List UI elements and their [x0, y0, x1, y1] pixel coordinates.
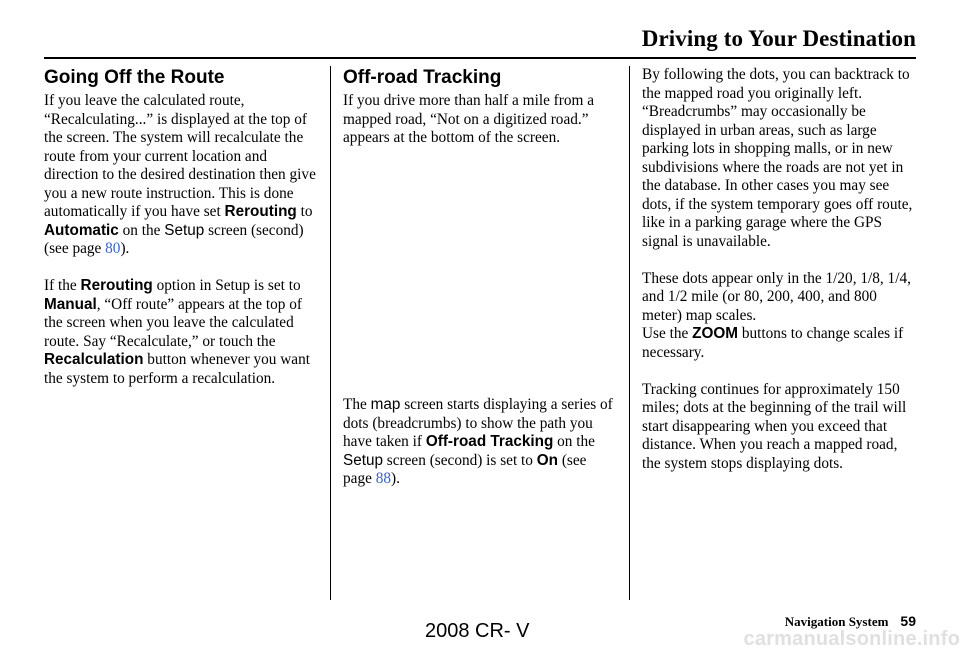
- footer-model: 2008 CR- V: [425, 620, 530, 642]
- paragraph-recalculating: If you leave the calculated route, “Recalculating...” is displayed at the top of the screen. The system will recalculate the route from your current location and direction to the desired destination then give you a new route instruction. This is done automatically if you have set Rerouting to Automatic on the Setup screen (second) (see page 80).: [44, 92, 316, 257]
- term-rerouting: Rerouting: [80, 277, 153, 294]
- column-divider-1: [330, 66, 331, 600]
- term-zoom: ZOOM: [692, 325, 739, 342]
- term-off-road-tracking: Off-road Tracking: [425, 433, 554, 450]
- paragraph-breadcrumbs: The map screen starts displaying a series of dots (breadcrumbs) to show the path you have taken if Off-road Tracking on the Setup screen (second) is set to On (see page 88).: [343, 396, 613, 487]
- section-heading-off-road-tracking: Off-road Tracking: [343, 67, 502, 88]
- term-rerouting: Rerouting: [224, 203, 297, 220]
- paragraph-backtrack: By following the dots, you can backtrack to the mapped road you originally left. “Breadcrumbs” may occasionally be displayed in urban areas, such as large parking lots in shopping malls, or in new subdivisions where the roads are not yet in the database. In other cases you may see dots, if the system temporary goes off route, like in a parking garage where the GPS signal is unavailable.: [642, 66, 913, 250]
- term-map: map: [370, 396, 401, 413]
- page-number: 59: [900, 613, 916, 629]
- watermark: carmanualsonline.info: [743, 628, 960, 650]
- column-off-road-tracking: [343, 66, 619, 507]
- term-automatic: Automatic: [44, 221, 119, 239]
- column-going-off-route: [44, 66, 320, 407]
- term-setup: Setup: [164, 221, 205, 239]
- page-header-title: Driving to Your Destination: [641, 26, 916, 51]
- column-tracking-details: [642, 66, 918, 492]
- term-setup: Setup: [343, 451, 383, 469]
- spacer: [343, 166, 619, 396]
- paragraph-map-scales: These dots appear only in the 1/20, 1/8, 1/4, and 1/2 mile (or 80, 200, 400, and 800 meter) map scales. Use the ZOOM buttons to change scales if necessary.: [642, 269, 911, 361]
- footer-nav-label: Navigation System 59: [784, 613, 916, 629]
- section-heading-going-off-route: Going Off the Route: [44, 67, 225, 88]
- term-recalculation: Recalculation: [44, 351, 144, 368]
- paragraph-manual-rerouting: If the Rerouting option in Setup is set to Manual, “Off route” appears at the top of the screen when you leave the calculated route. Say “Recalculate,” or touch the Recalculation button whenever you want the system to perform a recalculation.: [44, 277, 310, 387]
- header-divider: [44, 57, 916, 59]
- column-divider-2: [629, 66, 630, 600]
- paragraph-tracking-distance: Tracking continues for approximately 150 miles; dots at the beginning of the trail will start disappearing when you exceed that distance. When you reach a mapped road, the system stops displaying dots.: [642, 380, 907, 472]
- page-link-88[interactable]: 88: [375, 470, 391, 487]
- term-manual: Manual: [44, 295, 97, 313]
- paragraph-not-digitized: If you drive more than half a mile from a mapped road, “Not on a digitized road.” appears at the bottom of the screen.: [343, 92, 595, 146]
- page-link-80[interactable]: 80: [105, 240, 121, 257]
- term-on: On: [536, 451, 559, 469]
